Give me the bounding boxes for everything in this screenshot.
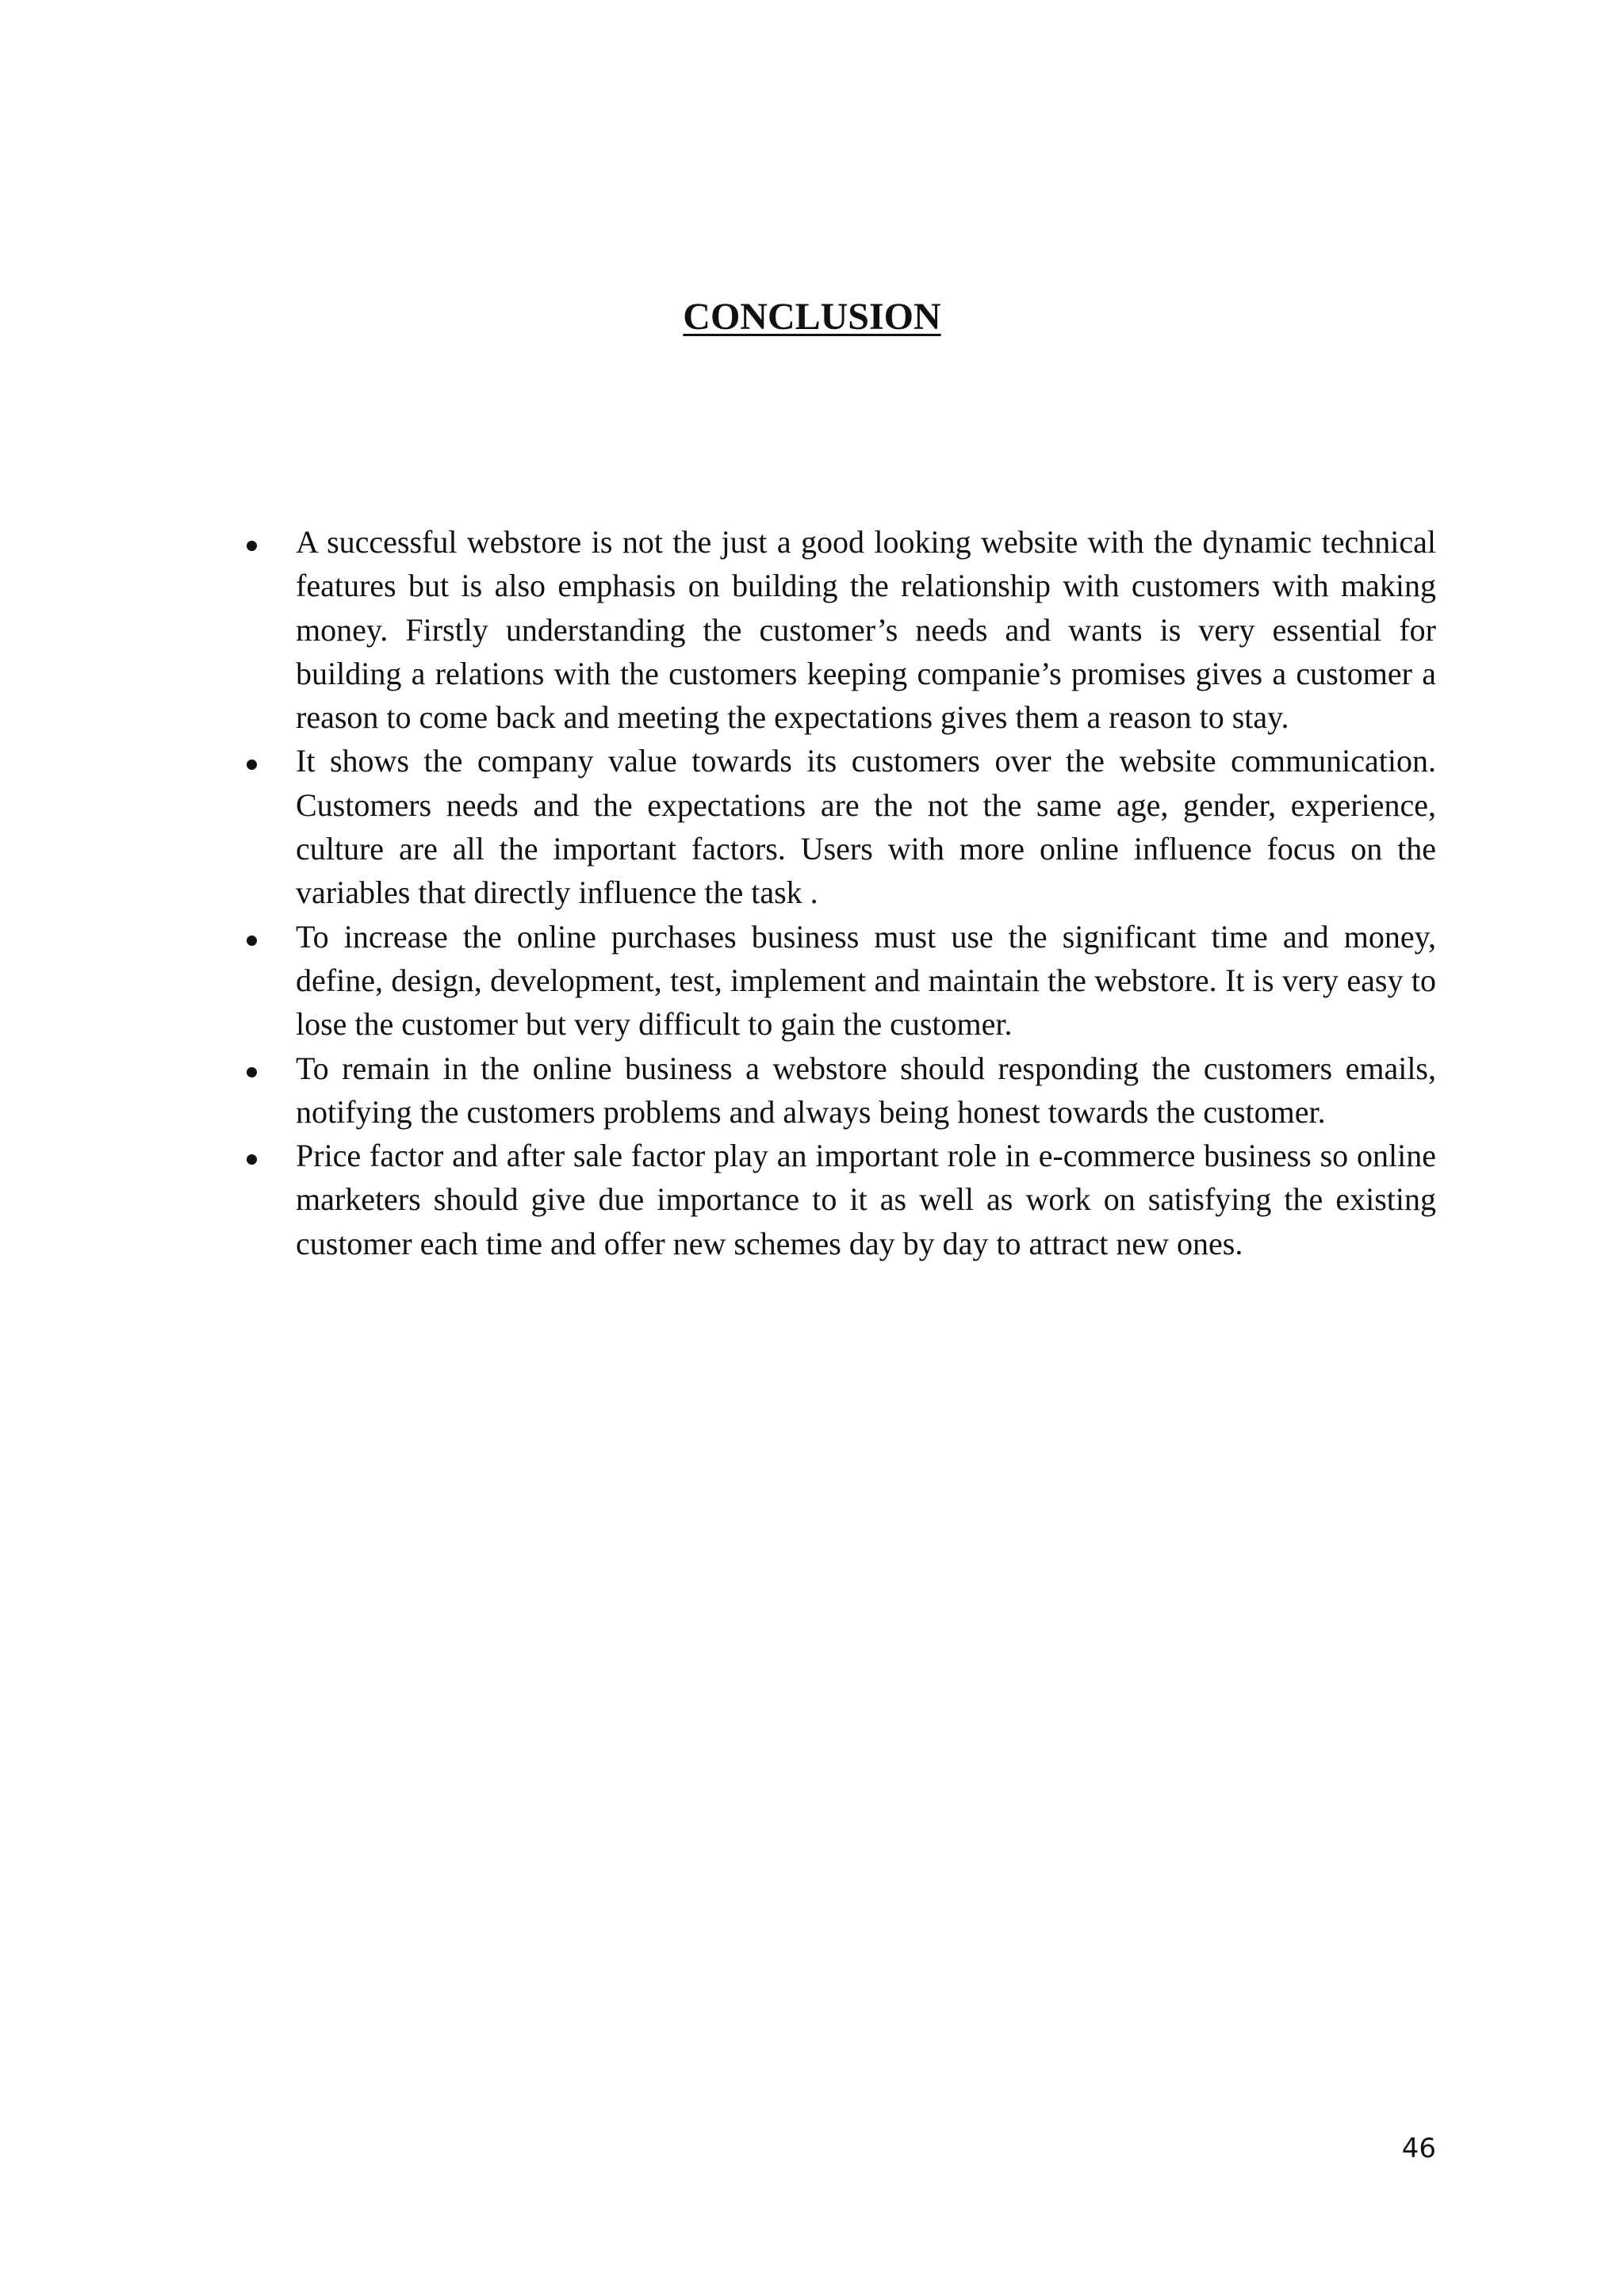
list-item-text: It shows the company value towards its customers over the website communication. Customers needs and the expectations are the not the same age, gender, experience, culture are all the important factors. Users with more online influence focus on the variables that directly influence the task . — [296, 743, 1436, 911]
conclusion-bullet-list — [240, 520, 1436, 1265]
bullet-icon — [247, 541, 257, 551]
list-item-text: To remain in the online business a webstore should responding the customers emails, notifying the customers problems and always being honest towards the customer. — [296, 1050, 1436, 1130]
list-item-text: Price factor and after sale factor play an important role in e-commerce business so online marketers should give due importance to it as well as work on satisfying the existing customer each time and offer new schemes day by day to attract new ones. — [296, 1138, 1436, 1261]
list-item-text: A successful webstore is not the just a good looking website with the dynamic technical features but is also emphasis on building the relationship with customers with making money. Firstly understanding the customer’s needs and wants is very essential for building a relations with the customers keeping companie’s promises gives a customer a reason to come back and meeting the expectations gives them a reason to stay. — [296, 524, 1436, 736]
bullet-icon — [247, 1067, 257, 1077]
list-item — [240, 1047, 1436, 1135]
bullet-icon — [247, 1154, 257, 1165]
list-item — [240, 520, 1436, 739]
list-item-text: To increase the online purchases business must use the significant time and money, define, design, development, test, implement and maintain the webstore. It is very easy to lose the customer but very difficult to gain the customer. — [296, 918, 1436, 1043]
list-item — [240, 739, 1436, 914]
page-number: 46 — [1401, 2133, 1436, 2164]
list-item — [240, 915, 1436, 1047]
page-title: CONCLUSION — [683, 296, 941, 338]
list-item — [240, 1134, 1436, 1265]
bullet-icon — [247, 936, 257, 946]
bullet-icon — [247, 760, 257, 770]
